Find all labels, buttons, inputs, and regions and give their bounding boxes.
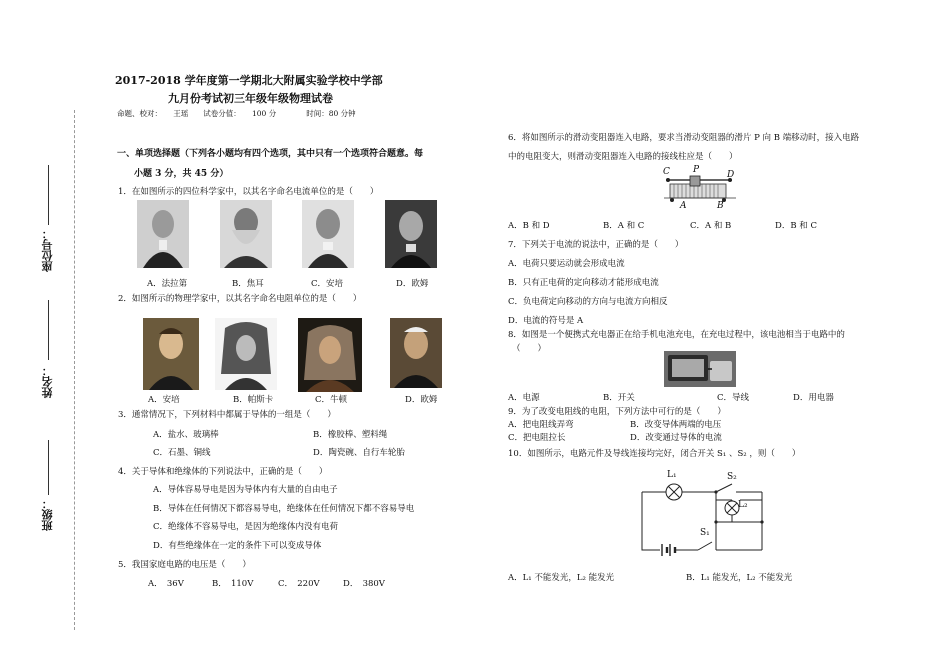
portrait-joule bbox=[220, 200, 272, 268]
q2-option-d: D．欧姆 bbox=[405, 395, 438, 405]
q8-option-c: C．导线 bbox=[717, 393, 750, 403]
rheostat-label-b: B bbox=[717, 201, 724, 211]
q1-option-d: D．欧姆 bbox=[396, 279, 429, 289]
q1-option-b: B．焦耳 bbox=[232, 279, 264, 289]
portrait-ohm-2 bbox=[390, 318, 442, 388]
q3-option-d: D．陶瓷碗、自行车轮胎 bbox=[313, 448, 405, 458]
q5-option-b: B． 110V bbox=[212, 579, 254, 589]
q8-option-d: D．用电器 bbox=[793, 393, 834, 403]
circuit-label-l2: L₂ bbox=[738, 500, 748, 510]
name-line bbox=[48, 300, 49, 360]
binding-line bbox=[74, 110, 75, 630]
question-8-line2: （ ） bbox=[512, 344, 547, 354]
question-4: 4．关于导体和绝缘体的下列说法中，正确的是（ ） bbox=[118, 467, 328, 477]
question-1: 1．在如图所示的四位科学家中，以其名字命名电流单位的是（ ） bbox=[118, 187, 379, 197]
rheostat-label-a: A bbox=[680, 201, 687, 211]
q5-option-d: D． 380V bbox=[343, 579, 385, 589]
q4-option-b: B．导体在任何情况下都容易导电，绝缘体在任何情况下都不容易导电 bbox=[153, 504, 415, 514]
question-3: 3．通常情况下，下列材料中都属于导体的一组是（ ） bbox=[118, 410, 336, 420]
seat-label: 座位号： bbox=[41, 228, 54, 272]
name-label: 姓名： bbox=[41, 365, 54, 398]
question-6-line2: 中的电阻变大，则滑动变阻器连入电路的接线柱应是（ ） bbox=[508, 152, 738, 162]
q1-option-c: C．安培 bbox=[311, 279, 344, 289]
q9-option-c: C．把电阻拉长 bbox=[508, 433, 566, 443]
q8-option-a: A．电源 bbox=[508, 393, 540, 403]
q7-option-c: C．负电荷定向移动的方向与电流方向相反 bbox=[508, 297, 668, 307]
question-6-line1: 6．将如图所示的滑动变阻器连入电路，要求当滑动变阻器的滑片 P 向 B 端移动时，接入电路 bbox=[508, 133, 860, 143]
portrait-faraday bbox=[137, 200, 189, 268]
q7-option-a: A．电荷只要运动就会形成电流 bbox=[508, 259, 625, 269]
circuit-diagram bbox=[636, 466, 770, 558]
rheostat-label-c: C bbox=[663, 167, 670, 177]
q9-option-a: A．把电阻线弄弯 bbox=[508, 420, 574, 430]
q6-option-c: C．A 和 B bbox=[690, 221, 732, 231]
circuit-label-s1: S₁ bbox=[700, 528, 710, 538]
q2-option-a: A．安培 bbox=[148, 395, 180, 405]
circuit-label-l1: L₁ bbox=[667, 470, 677, 480]
question-10: 10．如图所示，电路元件及导线连接均完好，闭合开关 S₁ 、S₂ ，则（ ） bbox=[508, 449, 801, 459]
q10-option-a: A．L₁ 不能发光，L₂ 能发光 bbox=[508, 573, 615, 583]
charger-photo bbox=[664, 351, 736, 387]
question-5: 5．我国家庭电路的电压是（ ） bbox=[118, 560, 251, 570]
q7-option-d: D．电流的符号是 A bbox=[508, 316, 584, 326]
class-label: 班级： bbox=[41, 498, 54, 531]
q9-option-d: D．改变通过导体的电流 bbox=[630, 433, 722, 443]
q3-option-b: B．橡胶棒、塑料绳 bbox=[313, 430, 388, 440]
circuit-label-s2: S₂ bbox=[727, 472, 737, 482]
class-line bbox=[48, 440, 49, 495]
q1-option-a: A．法拉第 bbox=[147, 279, 188, 289]
q4-option-d: D．有些绝缘体在一定的条件下可以变成导体 bbox=[153, 541, 322, 551]
q2-option-c: C．牛顿 bbox=[315, 395, 348, 405]
q8-option-b: B．开关 bbox=[603, 393, 635, 403]
exam-meta: 命题、校对： 王瑶 试卷分值： 100 分 时间：80 分钟 bbox=[117, 109, 356, 118]
exam-title-line1: 2017-2018 学年度第一学期北大附属实验学校中学部 bbox=[115, 74, 383, 87]
q9-option-b: B．改变导体两端的电压 bbox=[630, 420, 722, 430]
portrait-pascal bbox=[215, 318, 277, 390]
q4-option-c: C．绝缘体不容易导电，是因为绝缘体内没有电荷 bbox=[153, 522, 339, 532]
q5-option-a: A． 36V bbox=[148, 579, 184, 589]
rheostat-label-p: P bbox=[693, 165, 700, 175]
section-heading-cont: 小题 3 分，共 45 分） bbox=[134, 169, 229, 179]
q6-option-d: D．B 和 C bbox=[775, 221, 817, 231]
portrait-newton bbox=[298, 318, 362, 392]
section-heading: 一、单项选择题（下列各小题均有四个选项，其中只有一个选项符合题意。每 bbox=[117, 149, 424, 159]
q3-option-a: A．盐水、玻璃棒 bbox=[153, 430, 219, 440]
portrait-ampere-2 bbox=[143, 318, 199, 390]
q2-option-b: B．帕斯卡 bbox=[233, 395, 274, 405]
q5-option-c: C． 220V bbox=[278, 579, 320, 589]
q7-option-b: B．只有正电荷的定向移动才能形成电流 bbox=[508, 278, 659, 288]
q3-option-c: C．石墨、铜线 bbox=[153, 448, 211, 458]
q6-option-b: B．A 和 C bbox=[603, 221, 645, 231]
q10-option-b: B．L₁ 能发光，L₂ 不能发光 bbox=[686, 573, 793, 583]
portrait-ohm bbox=[385, 200, 437, 268]
question-9: 9．为了改变电阻线的电阻，下列方法中可行的是（ ） bbox=[508, 407, 726, 417]
q4-option-a: A．导体容易导电是因为导体内有大量的自由电子 bbox=[153, 485, 338, 495]
question-2: 2．如图所示的物理学家中，以其名字命名电阻单位的是（ ） bbox=[118, 294, 362, 304]
q6-option-a: A．B 和 D bbox=[508, 221, 550, 231]
question-8-line1: 8．如图是一个便携式充电器正在给手机电池充电，在充电过程中，该电池相当于电路中的 bbox=[508, 330, 845, 340]
exam-title-line2: 九月份考试初三年级年级物理试卷 bbox=[168, 92, 333, 105]
seat-line bbox=[48, 165, 49, 225]
rheostat-label-d: D bbox=[727, 170, 735, 180]
question-7: 7．下列关于电流的说法中，正确的是（ ） bbox=[508, 240, 684, 250]
portrait-ampere bbox=[302, 200, 354, 268]
